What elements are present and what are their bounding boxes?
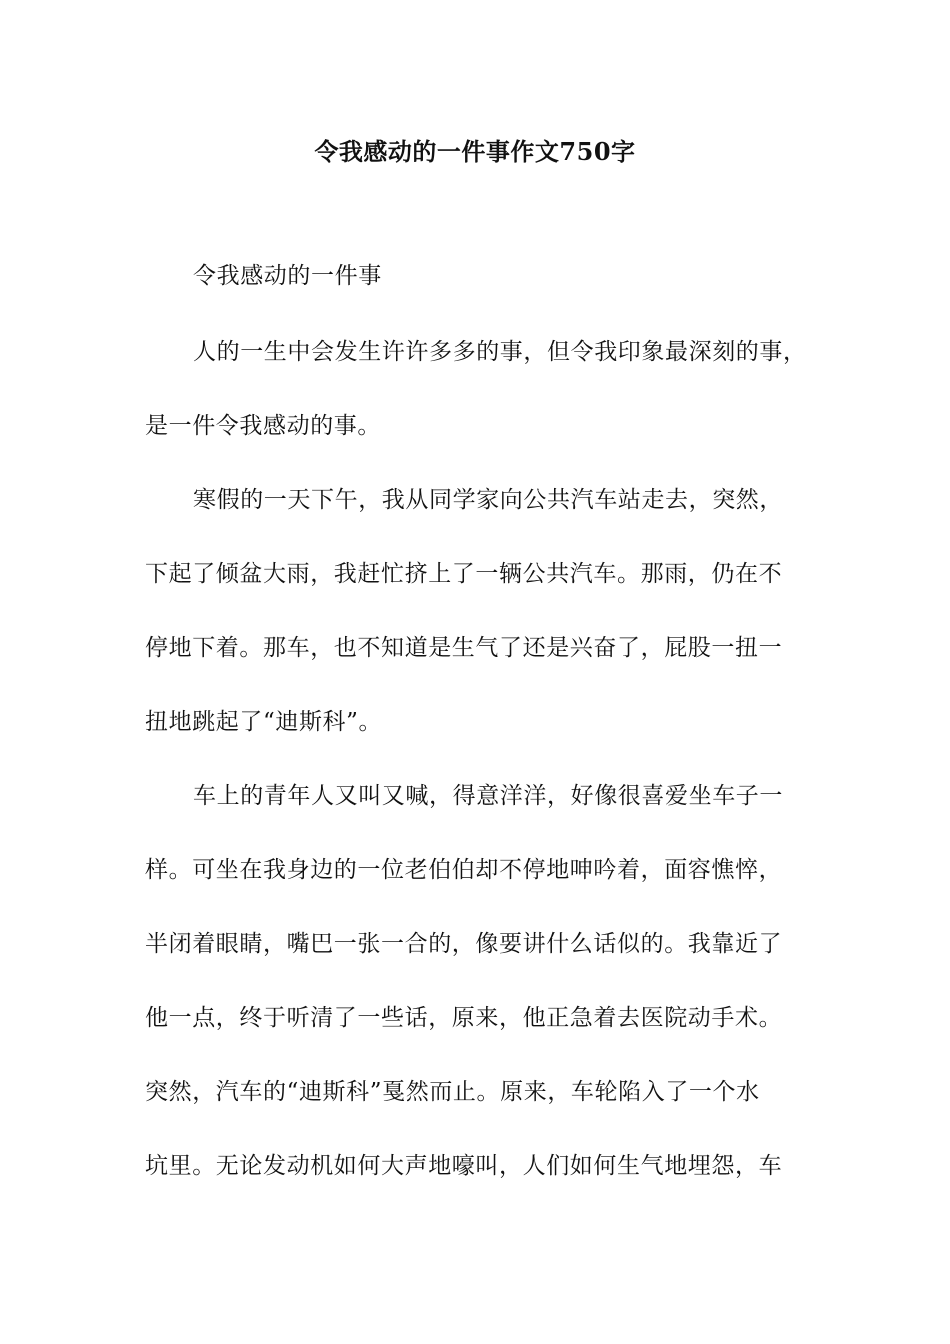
text-line: 他一点，终于听清了一些话，原来，他正急着去医院动手术。 [145, 1005, 783, 1031]
text-line: 突然，汽车的“迪斯科”戛然而止。原来，车轮陷入了一个水 [145, 1079, 760, 1105]
text-line: 半闭着眼睛，嘴巴一张一合的，像要讲什么话似的。我靠近了 [145, 931, 783, 957]
text-line: 人的一生中会发生许许多多的事，但令我印象最深刻的事， [193, 339, 807, 365]
text-line: 扭地跳起了“迪斯科”。 [145, 709, 383, 735]
text-line: 样。可坐在我身边的一位老伯伯却不停地呻吟着，面容憔悴， [145, 857, 783, 883]
text-line: 停地下着。那车，也不知道是生气了还是兴奋了，屁股一扭一 [145, 635, 783, 661]
text-line: 是一件令我感动的事。 [145, 413, 381, 439]
text-line: 下起了倾盆大雨，我赶忙挤上了一辆公共汽车。那雨，仍在不 [145, 561, 783, 587]
text-line: 坑里。无论发动机如何大声地嚎叫，人们如何生气地埋怨，车 [145, 1153, 783, 1179]
subtitle-line: 令我感动的一件事 [193, 263, 382, 289]
document-title: 令我感动的一件事作文750字 [314, 137, 636, 166]
text-line: 寒假的一天下午，我从同学家向公共汽车站走去，突然， [193, 487, 783, 513]
text-line: 车上的青年人又叫又喊，得意洋洋，好像很喜爱坐车子一 [193, 783, 783, 809]
